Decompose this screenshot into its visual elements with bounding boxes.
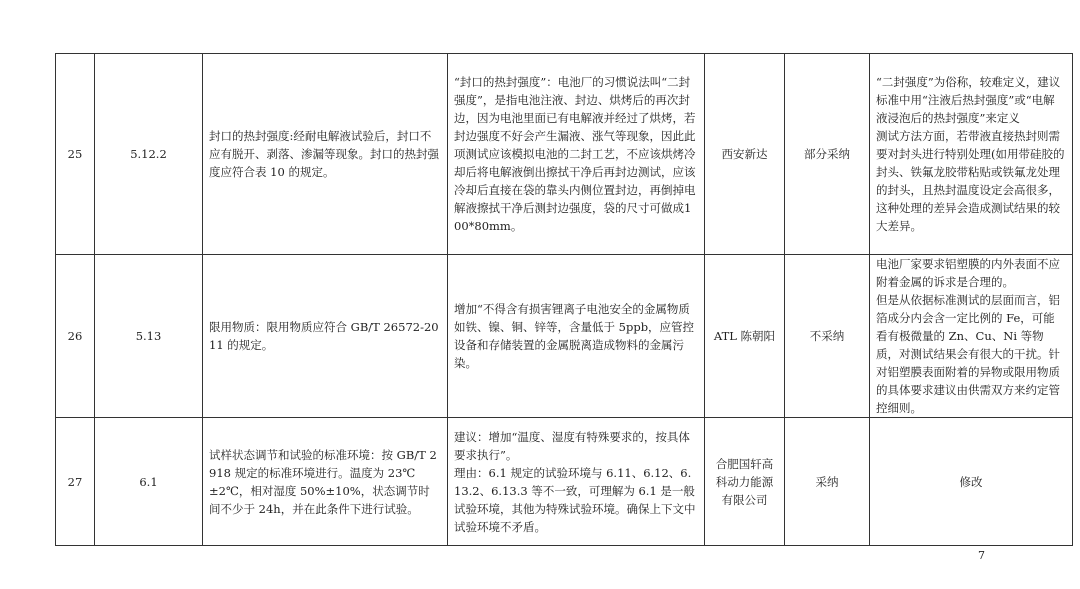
original-text: 试样状态调节和试验的标准环境：按 GB/T 2918 规定的标准环境进行。温度为 23℃±2℃，相对湿度 50%±10%，状态调节时间不少于 24h，并在此条件下进行试验。 (203, 418, 448, 546)
row-number: 26 (56, 255, 95, 418)
page-number: 7 (978, 549, 985, 562)
decision-reason: 修改 (870, 418, 1073, 546)
decision-reason: “二封强度”为俗称，较难定义，建议标准中用“注液后热封强度”或“电解液浸泡后的热封强度”来定义 测试方法方面，若带液直接热封则需要对封头进行特别处理(如用带硅胶的封头、铁氟龙胶带粘贴或铁氟龙处理的封头，且热封温度设定会高很多，这种处理的差异会造成测试结果的较大差异。 (870, 54, 1073, 255)
decision: 不采纳 (785, 255, 870, 418)
original-text: 封口的热封强度:经耐电解液试验后，封口不应有脱开、剥落、渗漏等现象。封口的热封强度应符合表 10 的规定。 (203, 54, 448, 255)
row-number: 25 (56, 54, 95, 255)
submitting-organization: ATL 陈朝阳 (705, 255, 785, 418)
comment-text: “封口的热封强度”：电池厂的习惯说法叫“二封强度”，是指电池注液、封边、烘烤后的再次封边，因为电池里面已有电解液并经过了烘烤，若封边强度不好会产生漏液、涨气等现象，因此此项测试应该模拟电池的二封工艺，不应该烘烤冷却后将电解液倒出擦拭干净后再封边测试，应该冷却后直接在袋的靠头内侧位置封边，再倒掉电解液擦拭干净后测封边强度，袋的尺寸可做成100*80mm。 (448, 54, 705, 255)
comments-table (55, 53, 1073, 546)
comment-text: 增加“不得含有损害锂离子电池安全的金属物质如铁、镍、铜、锌等，含量低于 5ppb，应管控设备和存储装置的金属脱离造成物料的金属污染。 (448, 255, 705, 418)
clause-number: 6.1 (95, 418, 203, 546)
decision: 部分采纳 (785, 54, 870, 255)
table-row (56, 54, 1073, 255)
table-row (56, 418, 1073, 546)
table-row (56, 255, 1073, 418)
submitting-organization: 西安新达 (705, 54, 785, 255)
clause-number: 5.12.2 (95, 54, 203, 255)
original-text: 限用物质：限用物质应符合 GB/T 26572-2011 的规定。 (203, 255, 448, 418)
decision: 采纳 (785, 418, 870, 546)
submitting-organization: 合肥国轩高科动力能源有限公司 (705, 418, 785, 546)
row-number: 27 (56, 418, 95, 546)
decision-reason: 电池厂家要求铝塑膜的内外表面不应附着金属的诉求是合理的。 但是从依据标准测试的层面而言，铝箔成分内会含一定比例的 Fe，可能看有极微量的 Zn、Cu、Ni 等物质，对测试结果会有很大的干扰。针对铝塑膜表面附着的异物或限用物质的具体要求建议由供需双方来约定管控细则。 (870, 255, 1073, 418)
clause-number: 5.13 (95, 255, 203, 418)
comment-text: 建议：增加“温度、湿度有特殊要求的，按具体要求执行”。 理由：6.1 规定的试验环境与 6.11、6.12、6.13.2、6.13.3 等不一致，可理解为 6.1 是一般试验环境，其他为特殊试验环境。确保上下文中试验环境不矛盾。 (448, 418, 705, 546)
